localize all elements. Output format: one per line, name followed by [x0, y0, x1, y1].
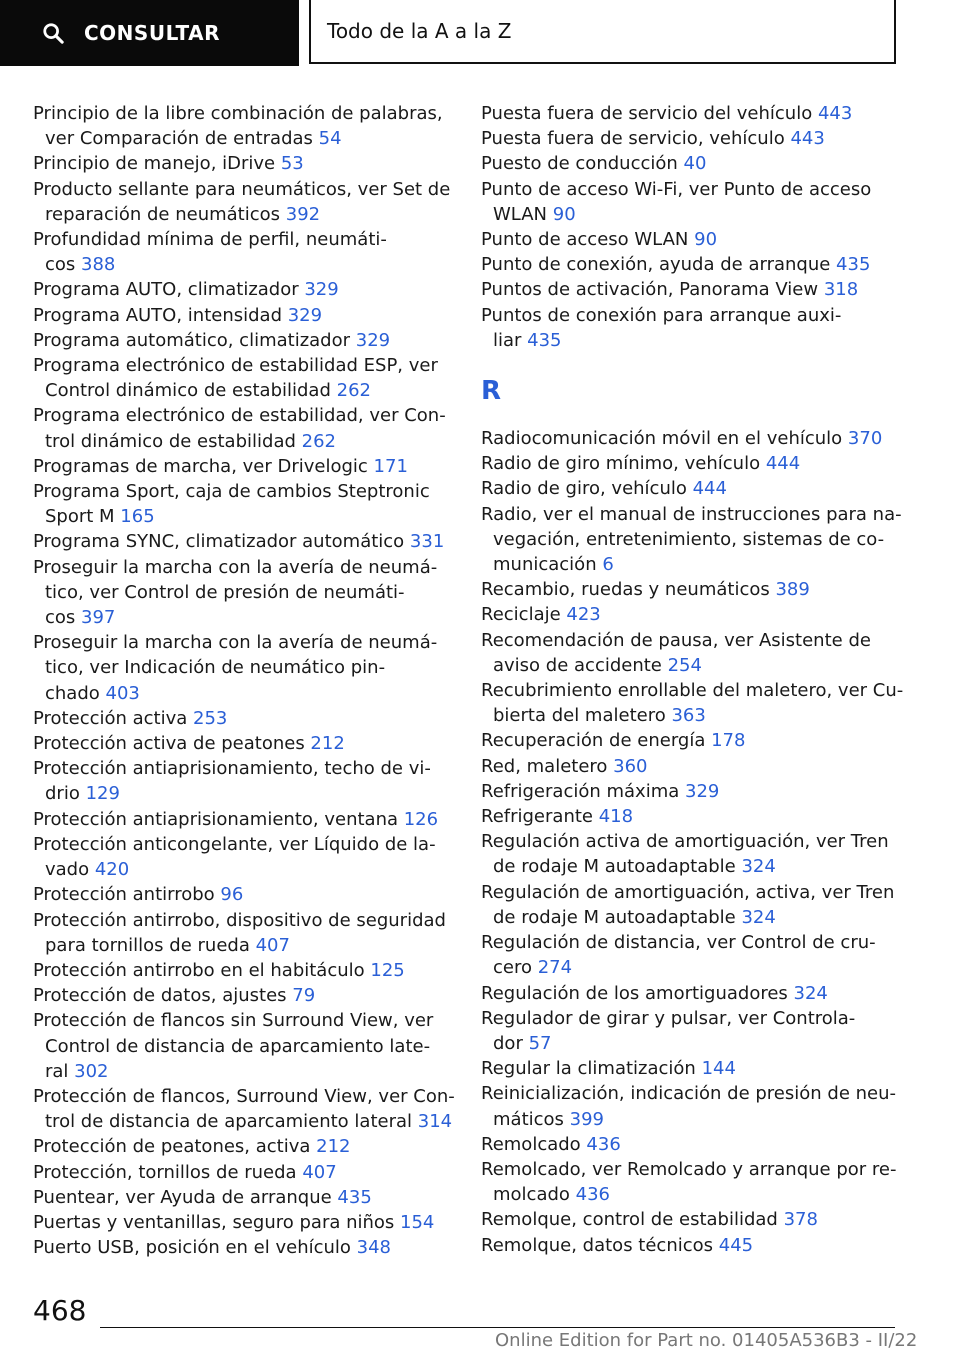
index-entry: [481, 101, 901, 126]
page-link[interactable]: 165: [120, 506, 155, 528]
index-entry-text: Producto sellante para neumáticos, ver Set de: [33, 178, 451, 200]
page-link[interactable]: 435: [527, 329, 562, 351]
index-entry-text: Regulación de distancia, ver Control de cru-: [481, 932, 876, 954]
page-link[interactable]: 324: [793, 982, 828, 1004]
page-link[interactable]: 436: [586, 1133, 621, 1155]
index-entry-text: de rodaje M autoadaptable: [493, 856, 742, 878]
page-link[interactable]: 418: [598, 806, 634, 828]
index-entry-text: Punto de acceso WLAN: [481, 229, 695, 251]
index-entry: [481, 1207, 901, 1232]
index-entry-text: Principio de la libre combinación de palabras,: [33, 103, 443, 124]
page-link[interactable]: 125: [370, 959, 405, 981]
page-link[interactable]: 53: [280, 153, 304, 175]
tab-a-to-z[interactable]: [309, 0, 896, 64]
index-entry: [33, 1235, 453, 1260]
page-link[interactable]: 423: [566, 604, 601, 626]
index-entry: [33, 983, 453, 1008]
index-entry-text: para tornillos de rueda: [45, 934, 256, 956]
index-entry-text: Programa automático, climatizador: [33, 329, 356, 351]
index-entry-text: Radio de giro, vehículo: [481, 478, 693, 500]
page-link[interactable]: 324: [741, 906, 776, 928]
index-entry-text: de rodaje M autoadaptable: [493, 906, 742, 928]
index-entry-text: Puesta fuera de servicio del vehículo: [481, 103, 818, 124]
page-link[interactable]: 435: [337, 1186, 372, 1208]
index-entry: [481, 426, 901, 451]
index-entry-text: trol dinámico de estabilidad: [45, 430, 302, 452]
index-entry: [481, 177, 901, 227]
index-entry: [33, 328, 453, 353]
page-link[interactable]: 435: [836, 254, 871, 276]
index-entry-text: Regulación de los amortiguadores: [481, 982, 794, 1004]
index-entry-text: Remolque, datos técnicos: [481, 1234, 719, 1256]
index-entry: [33, 555, 453, 631]
page-link[interactable]: 314: [417, 1111, 453, 1133]
index-entry-text: Protección antiaprisionamiento, techo de vi-: [33, 758, 431, 780]
index-entry-text: Programa Sport, caja de cambios Steptronic: [33, 481, 430, 503]
page-link[interactable]: 370: [847, 428, 883, 450]
index-entry-text: vado: [45, 859, 95, 881]
index-entry-text: Recuperación de energía: [481, 730, 712, 752]
page-link[interactable]: 178: [711, 730, 746, 752]
index-entry-text: Remolcado: [481, 1133, 587, 1155]
index-entry-text: Recubrimiento enrollable del maletero, ver Cu-: [481, 680, 904, 702]
index-entry-text: Remolque, control de estabilidad: [481, 1209, 784, 1231]
page-link[interactable]: 443: [790, 128, 825, 150]
page-link[interactable]: 363: [671, 705, 706, 727]
index-group-r: [481, 426, 904, 1258]
index-column-left: [33, 101, 453, 1260]
index-entry: [33, 1134, 453, 1159]
index-entry-text: Protección anticongelante, ver Líquido de la-: [33, 833, 436, 855]
index-entry-text: reparación de neumáticos: [45, 203, 286, 225]
index-entry: [481, 678, 904, 728]
page-link[interactable]: 262: [336, 380, 371, 402]
index-entry-text: WLAN: [493, 203, 553, 225]
page-link[interactable]: 90: [694, 229, 718, 251]
page-link[interactable]: 443: [817, 103, 853, 124]
page-link[interactable]: 318: [823, 279, 859, 301]
page-link[interactable]: 212: [316, 1136, 351, 1158]
page-link[interactable]: 399: [569, 1108, 604, 1130]
index-entry-text: Puerto USB, posición en el vehículo: [33, 1237, 357, 1259]
page-link[interactable]: 126: [403, 808, 439, 830]
index-entry-text: cos: [45, 607, 82, 629]
index-entry: [33, 403, 453, 453]
index-entry-text: Puertas y ventanillas, seguro para niños: [33, 1211, 401, 1233]
index-entry: [33, 832, 453, 882]
index-entry-text: Refrigeración máxima: [481, 780, 685, 802]
index-group-p: [481, 101, 901, 353]
index-entry: [33, 630, 453, 706]
page-link[interactable]: 388: [81, 254, 116, 276]
footer-divider: [100, 1327, 895, 1328]
index-entry-text: Programa AUTO, climatizador: [33, 279, 305, 301]
page-link[interactable]: 378: [783, 1209, 818, 1231]
page-link[interactable]: 90: [552, 203, 576, 225]
page-link[interactable]: 212: [310, 733, 345, 755]
index-entry-text: ral: [45, 1060, 75, 1082]
index-entry-text: Protección activa de peatones: [33, 733, 311, 755]
index-entry-text: Puntos de activación, Panorama View: [481, 279, 824, 301]
index-entry-text: Regulación activa de amortiguación, ver Tren: [481, 831, 889, 853]
index-entry-text: ver Comparación de entradas: [45, 128, 319, 150]
index-entry-text: Protección de peatones, activa: [33, 1136, 317, 1158]
index-entry-text: Punto de conexión, ayuda de arranque: [481, 254, 837, 276]
index-entry-text: Protección activa: [33, 707, 194, 729]
index-entry-text: Control dinámico de estabilidad: [45, 380, 337, 402]
page-link[interactable]: 262: [301, 430, 336, 452]
section-letter: R: [481, 376, 502, 407]
index-entry-text: Protección de flancos sin Surround View, ver: [33, 1010, 434, 1032]
index-entry: [33, 353, 453, 403]
page-link[interactable]: 329: [287, 304, 323, 326]
index-entry-text: aviso de accidente: [493, 654, 668, 676]
index-column-right: [481, 101, 904, 1258]
page-link[interactable]: 444: [765, 453, 801, 475]
index-entry: [33, 756, 453, 806]
index-entry: [33, 807, 453, 832]
page-link[interactable]: 436: [575, 1184, 610, 1206]
index-entry: [33, 706, 453, 731]
page-link[interactable]: 420: [94, 859, 130, 881]
index-entry: [33, 479, 453, 529]
page-link[interactable]: 254: [667, 654, 702, 676]
page-link[interactable]: 444: [692, 478, 727, 500]
page-link[interactable]: 274: [537, 957, 573, 979]
page-link[interactable]: 324: [741, 856, 776, 878]
index-entry: [481, 126, 901, 151]
index-entry-text: Sport M: [45, 506, 121, 528]
index-entry: [481, 602, 901, 627]
page-link[interactable]: 329: [355, 329, 391, 351]
index-entry: [33, 1084, 453, 1134]
index-entry-text: Protección de flancos, Surround View, ver Con-: [33, 1085, 455, 1107]
index-entry: [481, 930, 901, 980]
index-entry-text: Puentear, ver Ayuda de arranque: [33, 1186, 338, 1208]
index-entry: [33, 277, 453, 302]
index-entry-text: cos: [45, 254, 82, 276]
page-link[interactable]: 129: [85, 783, 120, 805]
index-entry-text: Protección, tornillos de rueda: [33, 1161, 303, 1183]
page-link[interactable]: 331: [409, 531, 445, 553]
index-entry-text: Protección antirrobo: [33, 884, 221, 906]
index-entry: [481, 829, 901, 879]
index-entry-text: chado: [45, 682, 106, 704]
index-entry: [481, 728, 901, 753]
index-entry-text: tico, ver Control de presión de neumáti-: [45, 581, 405, 603]
index-entry: [481, 628, 901, 678]
index-entry-text: Protección antiaprisionamiento, ventana: [33, 808, 404, 830]
page-link[interactable]: 392: [285, 203, 321, 225]
page-link[interactable]: 6: [602, 554, 614, 576]
index-entry-text: Puntos de conexión para arranque auxi-: [481, 304, 842, 326]
index-entry-text: Regulación de amortiguación, activa, ver Tren: [481, 881, 895, 903]
index-entry: [481, 577, 901, 602]
index-entry-text: Protección antirrobo, dispositivo de seguridad: [33, 909, 446, 931]
page-link[interactable]: 144: [701, 1058, 736, 1080]
index-entry-text: tico, ver Indicación de neumático pin-: [45, 657, 386, 679]
page-link[interactable]: 407: [255, 934, 290, 956]
page-link[interactable]: 171: [373, 455, 408, 477]
index-entry-text: Protección antirrobo en el habitáculo: [33, 959, 371, 981]
index-entry: [481, 303, 901, 353]
tab-a-to-z-label: Todo de la A a la Z: [327, 19, 512, 43]
index-entry: [33, 1008, 453, 1084]
index-entry-text: Protección de datos, ajustes: [33, 985, 293, 1007]
index-entry: [481, 1006, 901, 1056]
index-entry-text: Puesto de conducción: [481, 153, 684, 175]
index-entry: [33, 1185, 453, 1210]
page-link[interactable]: 253: [193, 707, 228, 729]
index-entry-text: liar: [493, 329, 528, 351]
index-entry-text: máticos: [493, 1108, 570, 1130]
index-entry-text: Recomendación de pausa, ver Asistente de: [481, 629, 871, 651]
index-entry: [481, 754, 901, 779]
page-number: 468: [33, 1294, 87, 1327]
index-entry-text: Programa SYNC, climatizador automático: [33, 531, 410, 553]
index-entry: [33, 529, 453, 554]
index-entry: [33, 882, 453, 907]
page-link[interactable]: 40: [683, 153, 707, 175]
index-entry-text: drio: [45, 783, 86, 805]
index-entry-text: molcado: [493, 1184, 576, 1206]
page-link[interactable]: 96: [220, 884, 244, 906]
index-entry-text: Punto de acceso Wi-Fi, ver Punto de acceso: [481, 178, 872, 200]
index-entry: [481, 804, 901, 829]
index-entry-text: Principio de manejo, iDrive: [33, 153, 281, 175]
index-entry-text: bierta del maletero: [493, 705, 672, 727]
page-link[interactable]: 407: [302, 1161, 337, 1183]
index-entry: [33, 177, 453, 227]
index-entry: [33, 908, 453, 958]
search-button-label: CONSULTAR: [84, 21, 220, 45]
edition-footer: Online Edition for Part no. 01405A536B3 - II/22: [495, 1330, 918, 1351]
index-entry: [33, 101, 453, 151]
index-entry-text: Radio, ver el manual de instrucciones para na-: [481, 503, 902, 525]
index-entry: [481, 252, 901, 277]
index-entry: [481, 1056, 901, 1081]
index-entry-text: Radio de giro mínimo, vehículo: [481, 453, 766, 475]
index-entry-text: Regulador de girar y pulsar, ver Controla-: [481, 1007, 856, 1029]
index-entry-text: Refrigerante: [481, 806, 599, 828]
index-entry-text: vegación, entretenimiento, sistemas de co-: [493, 528, 885, 550]
page-link[interactable]: 54: [318, 128, 342, 150]
header: [0, 0, 960, 66]
page-link[interactable]: 445: [718, 1234, 754, 1256]
index-entry: [481, 779, 901, 804]
page-link[interactable]: 403: [105, 682, 140, 704]
index-entry: [481, 476, 901, 501]
search-icon: [42, 22, 64, 44]
search-button[interactable]: [0, 0, 299, 66]
page-link[interactable]: 302: [74, 1060, 109, 1082]
index-entry-text: dor: [493, 1032, 529, 1054]
index-entry: [481, 502, 901, 578]
index-entry-text: Programa electrónico de estabilidad ESP, ver: [33, 355, 438, 377]
index-entry-text: Puesta fuera de servicio, vehículo: [481, 128, 791, 150]
index-entry-text: Proseguir la marcha con la avería de neumá-: [33, 632, 438, 654]
index-entry: [481, 277, 901, 302]
index-entry: [33, 454, 453, 479]
index-entry-text: Reinicialización, indicación de presión de neu-: [481, 1083, 897, 1105]
index-entry: [33, 958, 453, 983]
index-entry-text: Control de distancia de aparcamiento late-: [45, 1035, 431, 1057]
page-link[interactable]: 79: [292, 985, 316, 1007]
index-entry-text: Programa AUTO, intensidad: [33, 304, 288, 326]
index-entry: [481, 1081, 901, 1131]
index-entry: [481, 880, 901, 930]
index-entry-text: municación: [493, 554, 603, 576]
index-entry: [481, 1132, 901, 1157]
index-entry-text: Reciclaje: [481, 604, 567, 626]
index-entry: [33, 1210, 453, 1235]
page-link[interactable]: 360: [613, 755, 648, 777]
index-entry: [33, 731, 453, 756]
index-entry-text: cero: [493, 957, 538, 979]
page-link[interactable]: 389: [775, 579, 810, 601]
page-link[interactable]: 329: [304, 279, 339, 301]
index-entry-text: Profundidad mínima de perfil, neumáti-: [33, 229, 387, 251]
index-entry-text: Recambio, ruedas y neumáticos: [481, 579, 776, 601]
index-entry: [481, 1157, 901, 1207]
page-link[interactable]: 348: [356, 1237, 391, 1259]
index-entry: [481, 451, 901, 476]
index-entry: [481, 227, 901, 252]
index-entry-text: Programas de marcha, ver Drivelogic: [33, 455, 374, 477]
index-entry: [33, 303, 453, 328]
index-entry: [481, 1233, 901, 1258]
index-entry-text: Programa electrónico de estabilidad, ver Con-: [33, 405, 446, 427]
index-entry: [33, 151, 453, 176]
index-entry-text: Remolcado, ver Remolcado y arranque por re-: [481, 1158, 897, 1180]
index-entry: [33, 1160, 453, 1185]
index-entry: [481, 981, 901, 1006]
index-entry-text: Regular la climatización: [481, 1058, 702, 1080]
page-link[interactable]: 397: [81, 607, 116, 629]
index-entry-text: trol de distancia de aparcamiento lateral: [45, 1111, 418, 1133]
index-entry-text: Proseguir la marcha con la avería de neumá-: [33, 556, 438, 578]
index-entry: [33, 227, 453, 277]
page-link[interactable]: 329: [685, 780, 720, 802]
index-entry-text: Radiocomunicación móvil en el vehículo: [481, 428, 848, 450]
page-link[interactable]: 154: [400, 1211, 435, 1233]
index-entry-text: Red, maletero: [481, 755, 614, 777]
page-link[interactable]: 57: [528, 1032, 552, 1054]
index-entry: [481, 151, 901, 176]
